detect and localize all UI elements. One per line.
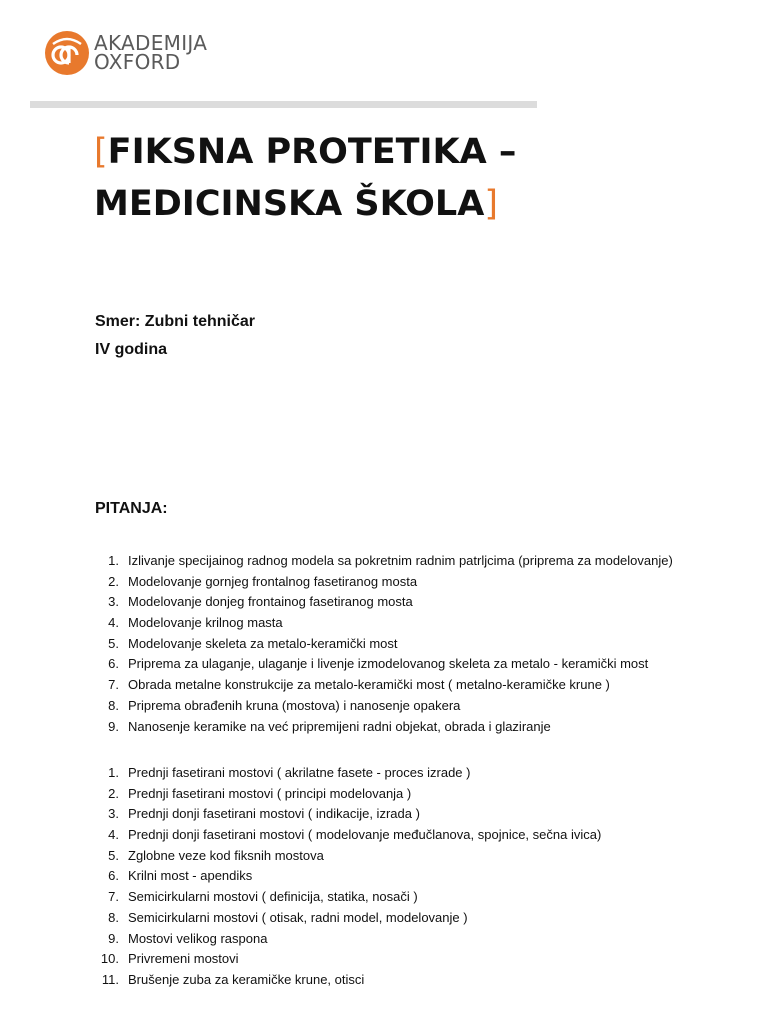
logo-line-2: OXFORD xyxy=(94,50,181,74)
item-text: Modelovanje gornjeg frontalnog fasetiranog mosta xyxy=(128,573,418,589)
item-number: 2. xyxy=(108,573,119,589)
item-number: 5. xyxy=(108,847,119,863)
item-text: Prednji donji fasetirani mostovi ( indikacije, izrada ) xyxy=(128,806,420,822)
akademija-oxford-logo-icon xyxy=(44,30,90,76)
list-item xyxy=(95,908,601,929)
item-text: Semicirkularni mostovi ( definicija, statika, nosači ) xyxy=(128,889,418,905)
page-title xyxy=(94,126,734,230)
item-text: Mostovi velikog raspona xyxy=(128,930,268,946)
title-line-1: FIKSNA PROTETIKA – xyxy=(107,132,517,172)
item-text: Zglobne veze kod fiksnih mostova xyxy=(128,847,324,863)
item-number: 8. xyxy=(108,697,119,713)
header-divider xyxy=(30,101,537,108)
list-item xyxy=(95,613,673,634)
item-text: Prednji donji fasetirani mostovi ( modelovanje međučlanova, spojnice, sečna ivica) xyxy=(128,827,602,843)
item-text: Privremeni mostovi xyxy=(128,951,239,967)
logo xyxy=(44,28,207,78)
item-number: 1. xyxy=(108,765,119,780)
list-item xyxy=(95,804,601,825)
list-item xyxy=(95,784,601,805)
course-meta xyxy=(95,308,255,364)
section-heading: PITANJA: xyxy=(95,500,168,517)
item-number: 4. xyxy=(108,615,119,631)
list-item xyxy=(95,929,601,950)
list-item xyxy=(95,763,601,784)
list-item xyxy=(95,634,673,655)
list-item xyxy=(95,825,601,846)
item-number: 8. xyxy=(108,909,119,925)
item-number: 3. xyxy=(108,594,119,610)
list-item xyxy=(95,717,673,738)
list-item xyxy=(95,970,601,991)
item-text: Modelovanje skeleta za metalo-keramički most xyxy=(128,635,398,651)
logo-line-1: AKADEMIJA xyxy=(94,31,208,55)
item-text: Priprema obrađenih kruna (mostova) i nanosenje opakera xyxy=(128,697,461,713)
item-number: 5. xyxy=(108,635,119,651)
item-text: Nanosenje keramike na već pripremijeni radni objekat, obrada i glaziranje xyxy=(128,718,551,734)
list-item xyxy=(95,654,673,675)
item-number: 10. xyxy=(100,951,119,967)
item-number: 9. xyxy=(108,930,119,946)
item-text: Krilni most - apendiks xyxy=(128,868,253,884)
item-text: Modelovanje donjeg frontainog fasetiranog mosta xyxy=(128,594,413,610)
list-item xyxy=(95,887,601,908)
title-line-2: MEDICINSKA ŠKOLA xyxy=(94,184,485,224)
item-number: 1. xyxy=(108,553,119,568)
item-number: 6. xyxy=(108,868,119,884)
title-open-bracket: [ xyxy=(94,132,108,172)
item-number: 4. xyxy=(108,827,119,843)
item-text: Prednji fasetirani mostovi ( akrilatne fasete - proces izrade ) xyxy=(128,765,471,780)
list-item xyxy=(95,551,673,572)
question-list-2 xyxy=(95,763,601,991)
list-item xyxy=(95,846,601,867)
list-item xyxy=(95,696,673,717)
course-year: IV godina xyxy=(95,341,167,358)
list-item xyxy=(95,592,673,613)
course-direction: Smer: Zubni tehničar xyxy=(95,313,256,330)
item-text: Brušenje zuba za keramičke krune, otisci xyxy=(128,971,365,987)
item-text: Prednji fasetirani mostovi ( principi modelovanja ) xyxy=(128,785,412,801)
item-number: 7. xyxy=(108,889,119,905)
list-item xyxy=(95,866,601,887)
item-text: Obrada metalne konstrukcije za metalo-keramički most ( metalno-keramičke krune ) xyxy=(128,677,610,693)
item-text: Izlivanje specijainog radnog modela sa pokretnim radnim patrljcima (priprema za modelovanje) xyxy=(128,553,673,568)
item-text: Priprema za ulaganje, ulaganje i livenje izmodelovanog skeleta za metalo - keramički most xyxy=(128,656,649,672)
list-item xyxy=(95,949,601,970)
item-number: 3. xyxy=(108,806,119,822)
item-number: 6. xyxy=(108,656,119,672)
logo-text xyxy=(94,31,208,74)
item-text: Modelovanje krilnog masta xyxy=(128,615,283,631)
item-number: 7. xyxy=(108,677,119,693)
list-item xyxy=(95,572,673,593)
title-close-bracket: ] xyxy=(484,184,498,224)
list-item xyxy=(95,675,673,696)
item-text: Semicirkularni mostovi ( otisak, radni model, modelovanje ) xyxy=(128,909,468,925)
item-number: 2. xyxy=(108,785,119,801)
item-number: 11. xyxy=(101,971,119,987)
item-number: 9. xyxy=(108,718,119,734)
question-list-1 xyxy=(95,551,673,737)
